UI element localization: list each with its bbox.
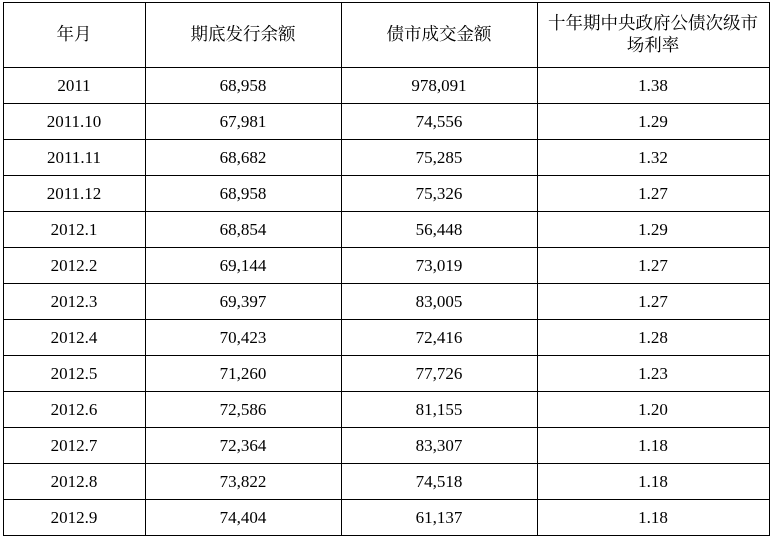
cell-ten-year-rate: 1.28 [537, 320, 769, 356]
cell-trading-value: 74,556 [341, 104, 537, 140]
cell-outstanding-balance: 72,586 [145, 392, 341, 428]
cell-ten-year-rate: 1.29 [537, 104, 769, 140]
table-row [3, 428, 769, 464]
cell-period: 2012.6 [3, 392, 145, 428]
cell-trading-value: 73,019 [341, 248, 537, 284]
column-header-outstanding-balance [145, 3, 341, 68]
cell-trading-value: 74,518 [341, 464, 537, 500]
cell-outstanding-balance: 73,822 [145, 464, 341, 500]
cell-ten-year-rate: 1.27 [537, 176, 769, 212]
cell-ten-year-rate: 1.20 [537, 392, 769, 428]
cell-outstanding-balance: 68,958 [145, 68, 341, 104]
cell-outstanding-balance: 69,397 [145, 284, 341, 320]
column-header-trading-value [341, 3, 537, 68]
cell-ten-year-rate: 1.18 [537, 428, 769, 464]
column-header-period-label: 年月 [56, 24, 92, 45]
cell-trading-value: 75,326 [341, 176, 537, 212]
cell-period: 2012.3 [3, 284, 145, 320]
table-row [3, 356, 769, 392]
table-row [3, 140, 769, 176]
cell-period: 2012.8 [3, 464, 145, 500]
table-row [3, 464, 769, 500]
cell-trading-value: 77,726 [341, 356, 537, 392]
cell-period: 2012.7 [3, 428, 145, 464]
bond-market-table [3, 2, 770, 536]
cell-period: 2012.9 [3, 500, 145, 536]
cell-trading-value: 75,285 [341, 140, 537, 176]
cell-ten-year-rate: 1.38 [537, 68, 769, 104]
column-header-trading-value-label: 债市成交金额 [386, 24, 492, 45]
table-body [3, 68, 769, 536]
table-row [3, 284, 769, 320]
table-row [3, 320, 769, 356]
table-row [3, 68, 769, 104]
cell-ten-year-rate: 1.27 [537, 248, 769, 284]
cell-outstanding-balance: 69,144 [145, 248, 341, 284]
cell-ten-year-rate: 1.18 [537, 500, 769, 536]
cell-period: 2012.4 [3, 320, 145, 356]
table-row [3, 104, 769, 140]
cell-ten-year-rate: 1.32 [537, 140, 769, 176]
cell-outstanding-balance: 68,682 [145, 140, 341, 176]
table-row [3, 500, 769, 536]
cell-period: 2011 [3, 68, 145, 104]
cell-outstanding-balance: 74,404 [145, 500, 341, 536]
column-header-ten-year-rate [537, 3, 769, 68]
table-row [3, 248, 769, 284]
cell-period: 2012.2 [3, 248, 145, 284]
table-header [3, 3, 769, 68]
cell-outstanding-balance: 72,364 [145, 428, 341, 464]
cell-trading-value: 978,091 [341, 68, 537, 104]
column-header-ten-year-rate-label: 十年期中央政府公债次级市场利率 [548, 13, 758, 55]
table-row [3, 212, 769, 248]
cell-outstanding-balance: 68,854 [145, 212, 341, 248]
cell-period: 2011.11 [3, 140, 145, 176]
column-header-outstanding-balance-label: 期底发行余额 [190, 24, 296, 45]
table-row [3, 392, 769, 428]
column-header-period [3, 3, 145, 68]
cell-period: 2012.1 [3, 212, 145, 248]
cell-ten-year-rate: 1.18 [537, 464, 769, 500]
cell-trading-value: 61,137 [341, 500, 537, 536]
cell-period: 2011.12 [3, 176, 145, 212]
cell-trading-value: 72,416 [341, 320, 537, 356]
cell-trading-value: 81,155 [341, 392, 537, 428]
table-row [3, 176, 769, 212]
cell-trading-value: 56,448 [341, 212, 537, 248]
cell-ten-year-rate: 1.27 [537, 284, 769, 320]
cell-period: 2011.10 [3, 104, 145, 140]
table-header-row [3, 3, 769, 68]
cell-outstanding-balance: 70,423 [145, 320, 341, 356]
cell-trading-value: 83,307 [341, 428, 537, 464]
cell-outstanding-balance: 67,981 [145, 104, 341, 140]
cell-ten-year-rate: 1.29 [537, 212, 769, 248]
cell-ten-year-rate: 1.23 [537, 356, 769, 392]
cell-period: 2012.5 [3, 356, 145, 392]
cell-outstanding-balance: 71,260 [145, 356, 341, 392]
cell-outstanding-balance: 68,958 [145, 176, 341, 212]
cell-trading-value: 83,005 [341, 284, 537, 320]
